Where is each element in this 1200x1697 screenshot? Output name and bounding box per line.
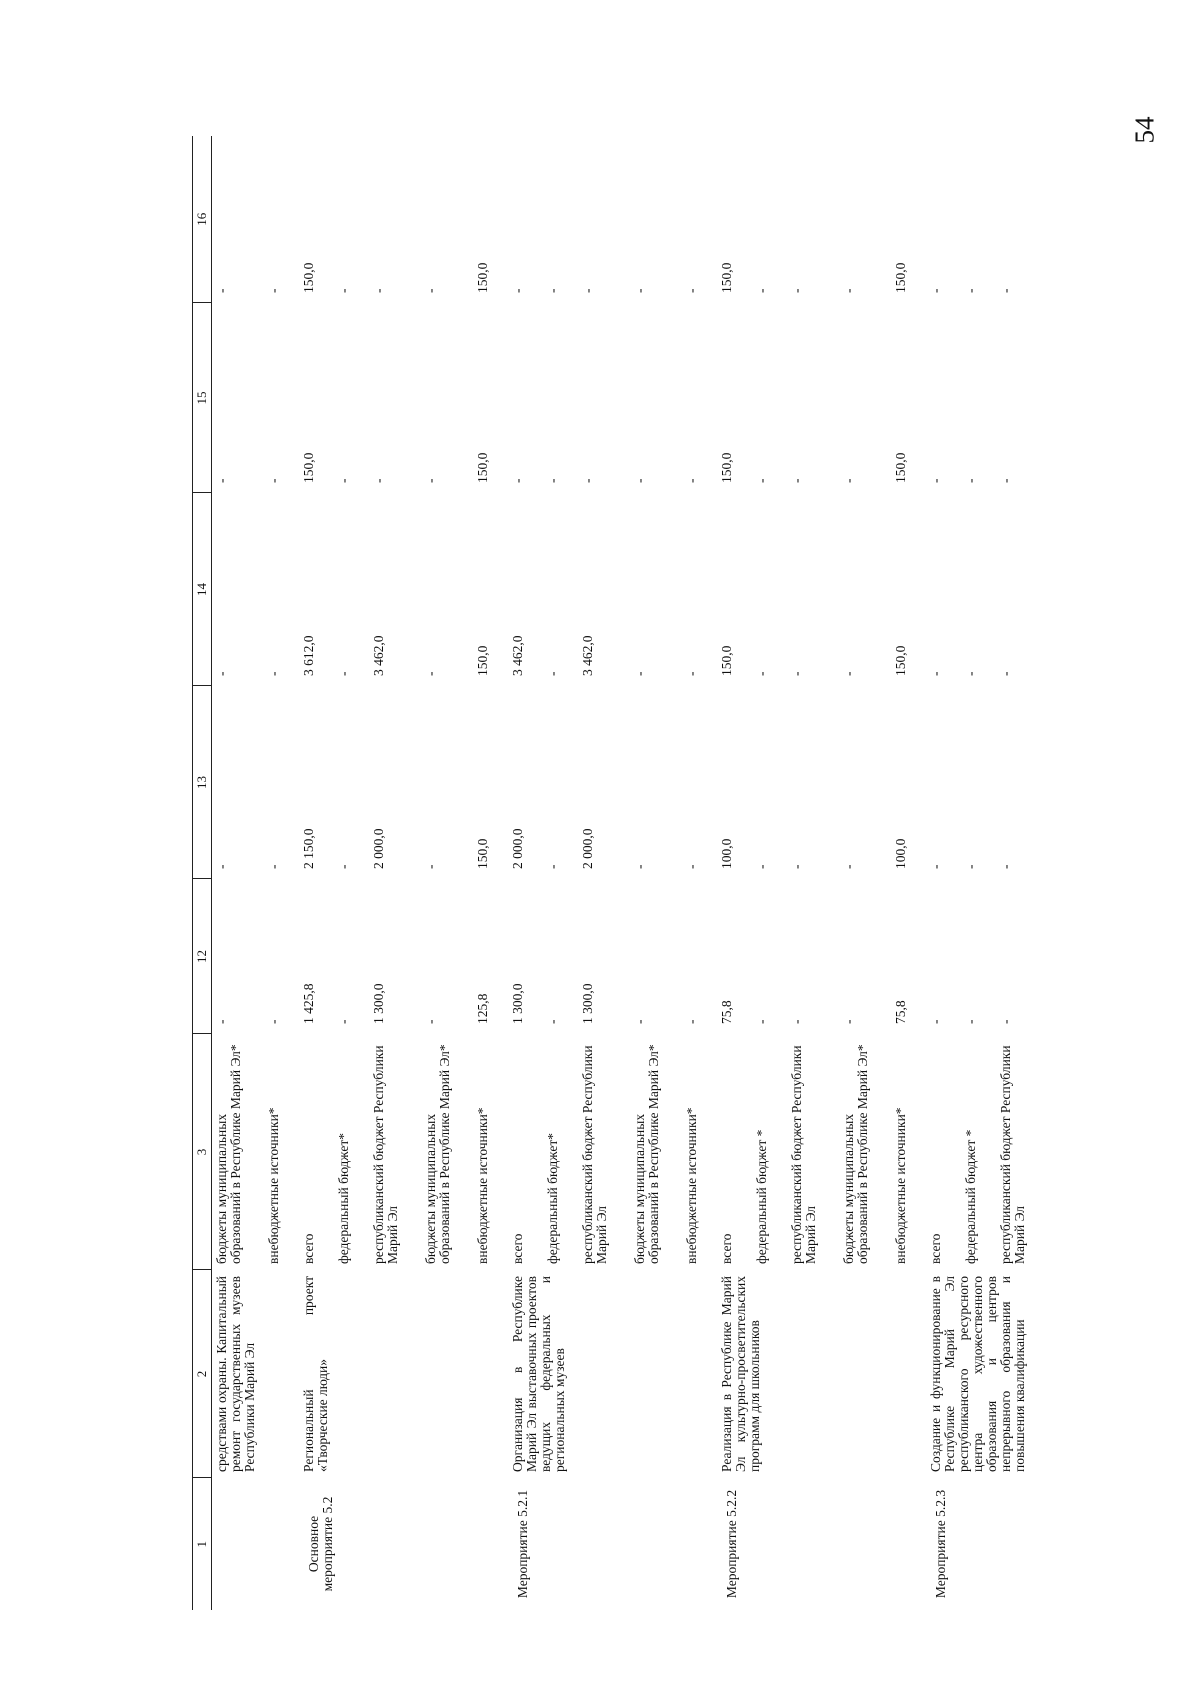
amount-cell: - (266, 864, 281, 869)
amount-cell: 1 300,0 (580, 983, 595, 1024)
column-number: 2 (193, 1270, 212, 1478)
amount-cell: - (632, 1019, 647, 1024)
funding-source: бюджеты муниципальных образований в Республике Марий Эл* (632, 1044, 661, 1264)
funding-source: внебюджетные источники* (475, 1107, 490, 1264)
amount-cell: 150,0 (475, 452, 490, 483)
amount-cell: - (423, 864, 438, 869)
amount-cell: 150,0 (719, 262, 734, 293)
amount-cell: - (928, 1019, 943, 1024)
funding-source: всего (510, 1233, 525, 1264)
event-label (212, 1478, 300, 1610)
amount-cell: - (789, 671, 804, 676)
event-description: Реализация в Республике Марий Эл культурно-просветительских программ для школьников (719, 1276, 762, 1472)
amount-cell: - (336, 864, 351, 869)
funding-source: всего (928, 1233, 943, 1264)
amount-cell: - (754, 864, 769, 869)
amount-cell: - (928, 864, 943, 869)
amount-cell: 150,0 (475, 645, 490, 676)
amount-cell: 3 462,0 (580, 635, 595, 676)
event-description: Создание и функционирование в Республике Марий Эл республиканского ресурсного центра художественного образования и центров непрерывного образования и повышения квалификации (928, 1276, 1027, 1472)
event-description: Организация в Республике Марий Эл выставочных проектов ведущих федеральных и региональных музеев (510, 1276, 567, 1472)
amount-cell: - (684, 864, 699, 869)
amount-cell: - (841, 478, 856, 483)
column-number: 13 (193, 686, 212, 879)
amount-cell: - (336, 288, 351, 293)
event-description: Региональный проект «Творческие люди» (301, 1276, 330, 1472)
funding-source: всего (301, 1233, 316, 1264)
amount-cell: - (998, 288, 1013, 293)
amount-cell: - (545, 478, 560, 483)
amount-cell: - (214, 478, 229, 483)
amount-cell: - (684, 1019, 699, 1024)
amount-cell: - (580, 478, 595, 483)
amount-cell: - (998, 864, 1013, 869)
table-row (299, 136, 334, 1610)
amount-cell: 150,0 (719, 645, 734, 676)
amount-cell: - (423, 288, 438, 293)
amount-cell: 150,0 (719, 452, 734, 483)
amount-cell: - (754, 478, 769, 483)
column-number-row (193, 136, 212, 1610)
amount-cell: 2 150,0 (301, 828, 316, 869)
column-number: 1 (193, 1478, 212, 1610)
amount-cell: 150,0 (475, 838, 490, 869)
event-description: средствами охраны. Капитальный ремонт государственных музеев Республики Марий Эл (214, 1276, 257, 1472)
page-number: 54 (1129, 116, 1160, 144)
amount-cell: - (336, 478, 351, 483)
funding-source: внебюджетные источники* (684, 1107, 699, 1264)
amount-cell: - (423, 478, 438, 483)
amount-cell: - (789, 864, 804, 869)
amount-cell: - (266, 478, 281, 483)
amount-cell: 150,0 (893, 262, 908, 293)
budget-table-sheet (192, 136, 1027, 1610)
amount-cell: - (545, 1019, 560, 1024)
amount-cell: - (510, 288, 525, 293)
funding-source: внебюджетные источники* (266, 1107, 281, 1264)
amount-cell: - (841, 864, 856, 869)
amount-cell: - (336, 1019, 351, 1024)
event-label: Мероприятие 5.2.2 (724, 1489, 739, 1599)
amount-cell: - (266, 671, 281, 676)
amount-cell: - (684, 478, 699, 483)
amount-cell: 3 612,0 (301, 635, 316, 676)
amount-cell: - (684, 288, 699, 293)
amount-cell: - (754, 671, 769, 676)
amount-cell: - (928, 288, 943, 293)
amount-cell: - (423, 1019, 438, 1024)
amount-cell: 150,0 (301, 452, 316, 483)
column-number: 3 (193, 1034, 212, 1270)
amount-cell: - (632, 478, 647, 483)
amount-cell: - (684, 671, 699, 676)
amount-cell: - (963, 864, 978, 869)
event-label: Основное мероприятие 5.2 (306, 1496, 335, 1592)
amount-cell: - (963, 288, 978, 293)
amount-cell: 150,0 (301, 262, 316, 293)
amount-cell: - (632, 671, 647, 676)
amount-cell: 125,8 (475, 993, 490, 1024)
funding-source: федеральный бюджет* (336, 1133, 351, 1264)
amount-cell: - (580, 288, 595, 293)
amount-cell: - (998, 478, 1013, 483)
amount-cell: - (754, 1019, 769, 1024)
funding-source: республиканский бюджет Республики Марий Эл (580, 1045, 609, 1264)
column-number: 12 (193, 879, 212, 1034)
funding-source: бюджеты муниципальных образований в Республике Марий Эл* (841, 1044, 870, 1264)
funding-source: республиканский бюджет Республики Марий Эл (371, 1045, 400, 1264)
amount-cell: - (963, 478, 978, 483)
funding-source: внебюджетные источники* (893, 1107, 908, 1264)
amount-cell: 3 462,0 (371, 635, 386, 676)
amount-cell: 2 000,0 (510, 828, 525, 869)
amount-cell: - (841, 1019, 856, 1024)
amount-cell: - (545, 288, 560, 293)
amount-cell: - (963, 671, 978, 676)
funding-source: бюджеты муниципальных образований в Республике Марий Эл* (423, 1044, 452, 1264)
amount-cell: - (841, 671, 856, 676)
table-row (212, 136, 265, 1610)
amount-cell: 150,0 (475, 262, 490, 293)
amount-cell: - (336, 671, 351, 676)
amount-cell: 2 000,0 (580, 828, 595, 869)
amount-cell: - (841, 288, 856, 293)
funding-source: федеральный бюджет * (963, 1129, 978, 1264)
event-label: Мероприятие 5.2.3 (933, 1489, 948, 1599)
amount-cell: - (214, 864, 229, 869)
amount-cell: - (371, 478, 386, 483)
funding-source: республиканский бюджет Республики Марий Эл (998, 1045, 1027, 1264)
amount-cell: - (998, 1019, 1013, 1024)
amount-cell: 100,0 (719, 838, 734, 869)
amount-cell: - (998, 671, 1013, 676)
amount-cell: - (928, 478, 943, 483)
budget-table (192, 136, 1048, 1610)
amount-cell: - (754, 288, 769, 293)
amount-cell: 150,0 (893, 645, 908, 676)
funding-source: бюджеты муниципальных образований в Республике Марий Эл* (214, 1044, 243, 1264)
funding-source: всего (719, 1233, 734, 1264)
amount-cell: - (545, 671, 560, 676)
amount-cell: - (371, 288, 386, 293)
amount-cell: 1 300,0 (371, 983, 386, 1024)
amount-cell: - (510, 478, 525, 483)
amount-cell: - (214, 671, 229, 676)
amount-cell: 3 462,0 (510, 635, 525, 676)
amount-cell: 100,0 (893, 838, 908, 869)
event-label: Мероприятие 5.2.1 (515, 1489, 530, 1599)
amount-cell: 2 000,0 (371, 828, 386, 869)
amount-cell: - (266, 1019, 281, 1024)
table-row (717, 136, 752, 1610)
amount-cell: - (214, 1019, 229, 1024)
amount-cell: - (789, 1019, 804, 1024)
table-body (212, 136, 1049, 1610)
funding-source: республиканский бюджет Республики Марий Эл (789, 1045, 818, 1264)
amount-cell: 75,8 (893, 1000, 908, 1024)
amount-cell: 1 425,8 (301, 983, 316, 1024)
column-number: 14 (193, 493, 212, 686)
amount-cell: - (789, 478, 804, 483)
amount-cell: - (789, 288, 804, 293)
amount-cell: - (214, 288, 229, 293)
table-row (508, 136, 543, 1610)
amount-cell: - (632, 864, 647, 869)
table-row (926, 136, 961, 1610)
amount-cell: 1 300,0 (510, 983, 525, 1024)
amount-cell: - (928, 671, 943, 676)
amount-cell: - (963, 1019, 978, 1024)
column-number: 15 (193, 303, 212, 493)
amount-cell: - (632, 288, 647, 293)
amount-cell: 75,8 (719, 1000, 734, 1024)
funding-source: федеральный бюджет* (545, 1133, 560, 1264)
amount-cell: 150,0 (893, 452, 908, 483)
amount-cell: - (423, 671, 438, 676)
amount-cell: - (266, 288, 281, 293)
amount-cell: - (545, 864, 560, 869)
funding-source: федеральный бюджет * (754, 1129, 769, 1264)
column-number: 16 (193, 136, 212, 303)
